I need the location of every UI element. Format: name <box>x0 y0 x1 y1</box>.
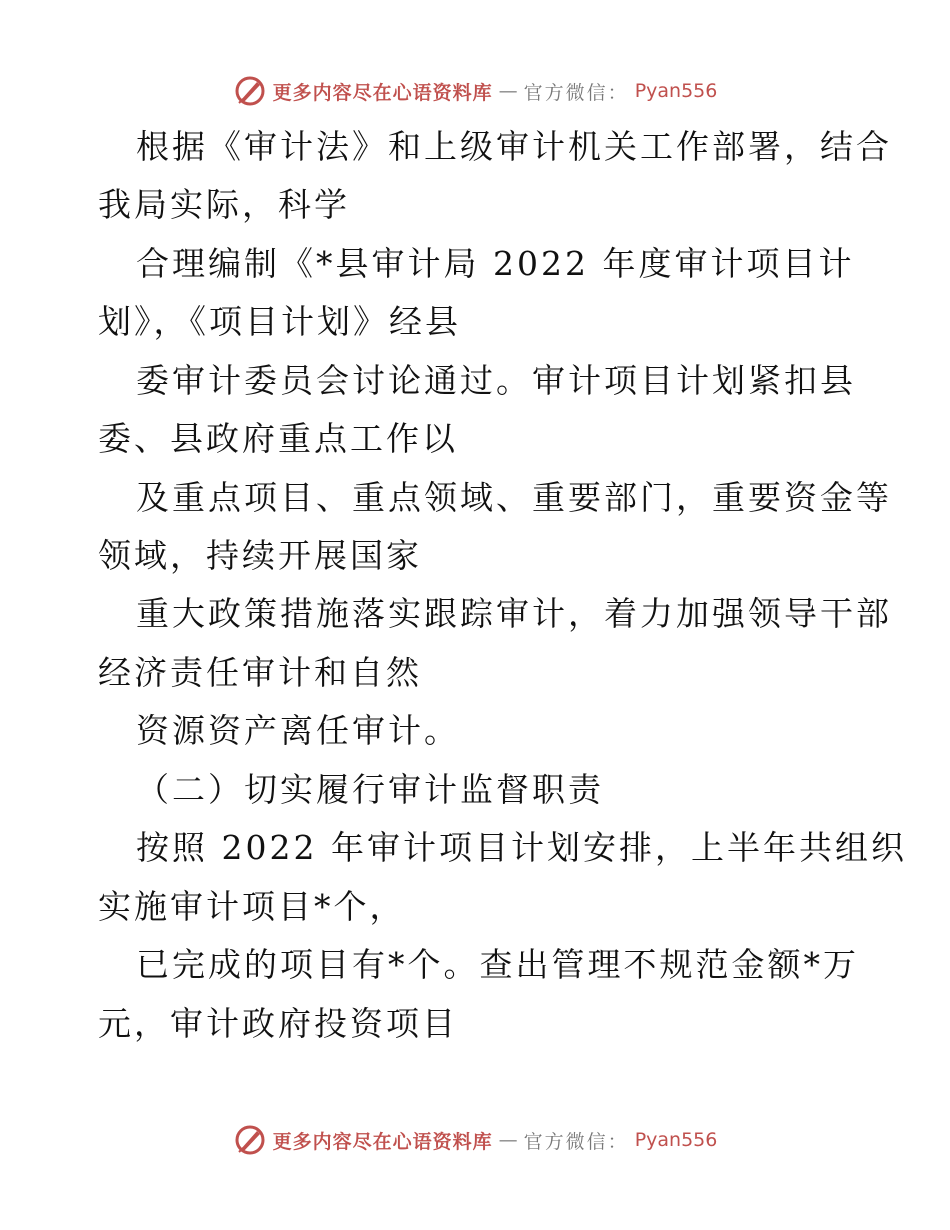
paragraph-line: 按照 2022 年审计项目计划安排，上半年共组织 <box>136 828 907 867</box>
paragraph-line: 重大政策措施落实跟踪审计，着力加强领导干部 <box>136 594 892 633</box>
paragraph-line: 资源资产离任审计。 <box>136 711 460 750</box>
paragraph-line: 经济责任审计和自然 <box>98 653 422 692</box>
watermark-wechat-id: Pyan556 <box>634 1129 718 1151</box>
section-heading: （二）切实履行审计监督职责 <box>136 770 604 809</box>
paragraph-line: 实施审计项目*个， <box>98 887 406 926</box>
paragraph-line: 及重点项目、重点领域、重要部门，重要资金等 <box>136 478 892 517</box>
footer-watermark <box>0 1120 950 1160</box>
watermark-dash: — <box>498 80 518 102</box>
watermark-sub-text: 官方微信： <box>523 1130 629 1153</box>
watermark-main-text: 更多内容尽在心语资料库 <box>272 81 493 104</box>
paragraph-line: 领域，持续开展国家 <box>98 536 422 575</box>
paragraph-line: 划》，《项目计划》经县 <box>98 302 461 341</box>
paragraph-line: 合理编制《*县审计局 2022 年度审计项目计 <box>136 244 855 283</box>
paragraph-line: 元，审计政府投资项目 <box>98 1004 458 1043</box>
watermark-sub-text: 官方微信： <box>523 81 629 104</box>
paragraph-line: 已完成的项目有*个。查出管理不规范金额*万 <box>136 945 859 984</box>
paragraph-line: 根据《审计法》和上级审计机关工作部署，结合 <box>136 127 892 166</box>
paragraph-line: 委审计委员会讨论通过。审计项目计划紧扣县 <box>136 361 856 400</box>
paragraph-line: 我局实际，科学 <box>98 185 350 224</box>
watermark-wechat-id: Pyan556 <box>634 80 718 102</box>
paragraph-line: 委、县政府重点工作以 <box>98 419 458 458</box>
watermark-main-text: 更多内容尽在心语资料库 <box>272 1130 493 1153</box>
quill-pen-circle-icon <box>233 1123 267 1157</box>
watermark-dash: — <box>498 1129 518 1151</box>
